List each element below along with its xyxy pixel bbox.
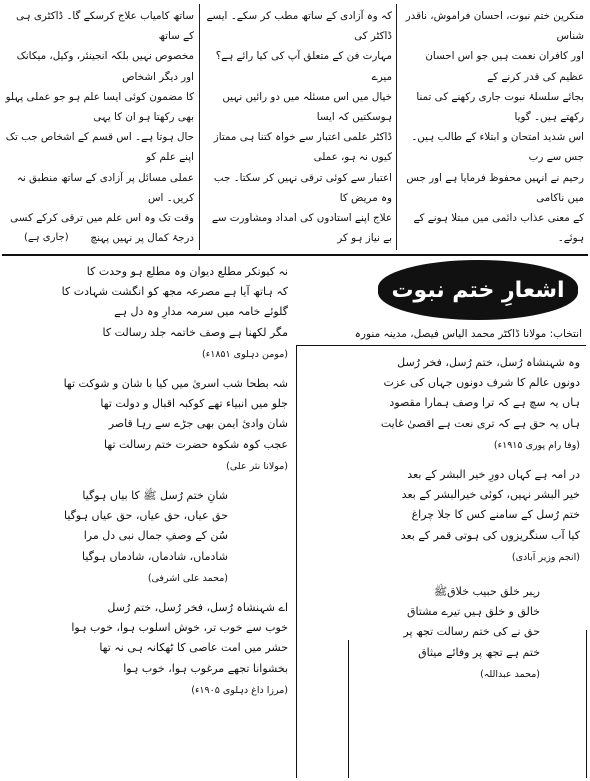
text-line — [4, 248, 194, 250]
article-column-right — [402, 6, 584, 250]
poet-attribution: (محمد عبداللہ) — [480, 668, 540, 680]
text-line: مہارت فن کے متعلق آپ کی کیا رائے ہے؟ میرے — [215, 50, 392, 83]
section-divider — [2, 254, 588, 256]
text-line: اس شدید امتحان و ابتلاء کے طالب ہیں۔ جس سے رب — [411, 131, 584, 164]
verse-line: رہبر خلق حبیب خلاقﷺ — [433, 585, 540, 599]
text-line: مخصوص نہیں بلکہ انجینئر، وکیل، میکانک اور دیگر اشخاص — [16, 50, 194, 83]
verse-line: گلوئے خامہ میں سرمہ مدارِ وہ دل ہے — [114, 305, 288, 319]
poem-box-border — [296, 346, 297, 778]
poem — [8, 262, 288, 365]
verse-line: اے شہنشاہ رُسل، فخر رُسل، ختم رُسل — [107, 601, 288, 615]
text-line — [204, 248, 392, 250]
verse-line: خالق و خلق ہیں تیرے مشتاق — [406, 605, 540, 619]
poem — [306, 353, 580, 456]
verse-line: ہاں یہ حق ہے کہ تری نعت ہے اقصیٰ غایت — [380, 416, 580, 430]
article-column-left — [4, 6, 194, 250]
verse-line: ختم رُسل کے سامنے کس کا جلا چراغ — [411, 508, 580, 522]
verse-line: خوب سے خوب تر، خوش اسلوب ہوا، خوب ہوا — [71, 621, 288, 635]
text-line: کے معنی عذاب دائمی میں مبتلا ہونے کے ہوئے۔ — [413, 212, 584, 245]
verse-line: حق نے کی ختم رسالت تجھ پر — [403, 625, 540, 639]
poet-attribution: (وفا رام پوری ۱۹۱۵ء) — [493, 439, 580, 451]
poet-attribution: (مرزا داغ دہلوی ۱۹۰۵ء) — [191, 684, 288, 696]
verse-line: حشر میں امت عاصی کا ٹھکانہ ہی نہ تھا — [99, 641, 288, 655]
text-line: بجائے سلسلۂ نبوت جاری رکھنے کی تمنا رکھتے ہیں۔ گویا — [416, 90, 584, 124]
verse-line: نہ کیونکر مطلع دیوان وہ مطلع ہو وحدت کا — [86, 265, 288, 278]
section-title: اشعارِ ختم نبوت — [391, 277, 565, 303]
verse-line: حق عیاں، حق عیاں، حق عیاں ہوگیا — [64, 509, 228, 523]
poem — [306, 465, 580, 568]
poem-box-border-outer — [586, 630, 587, 778]
poems-left — [8, 262, 288, 710]
verse-line: ہاں یہ سچ ہے کہ ترا وصف ہمارا مقصود — [389, 396, 580, 410]
verse-line: وہ شہنشاہ رُسل، ختم رُسل، فخر رُسل — [397, 356, 580, 369]
text-line: علاج اپنے استادوں کی امداد ومشاورت سے بے نیاز ہو کر — [211, 212, 392, 245]
text-line: کہ وہ آزادی کے ساتھ مطب کر سکے۔ ایسے ڈاکٹر کی — [206, 10, 392, 43]
poet-attribution: (محمد علی اشرفی) — [147, 572, 228, 584]
byline: انتخاب: مولانا ڈاکٹر محمد الیاس فیصل، مدینہ منورہ — [354, 328, 582, 340]
byline-divider — [296, 345, 586, 346]
verse-line: خیر البشر نہیں، کوئی خیرالبشر کے بعد — [401, 488, 580, 502]
poem — [8, 486, 288, 589]
text-line: اعتبار سے کوئی ترقی نہیں کر سکتا۔ جب وہ مریض کا — [213, 171, 392, 204]
poet-attribution: (مومن دہلوی ۱۸۵۱ء) — [202, 348, 288, 360]
quote-line — [402, 248, 584, 250]
poet-attribution: (مولانا نثر علی) — [226, 460, 288, 472]
text-line: حال ہوتا ہے۔ اس قسم کے اشخاص جب تک اپنے علم کو — [5, 131, 194, 164]
text-line: عملی مسائل پر آزادی کے ساتھ منطبق نہ کریں۔ اس — [16, 171, 194, 204]
text-line: منکرین ختم نبوت، احسان فراموش، ناقدر شناس — [405, 10, 584, 43]
text-line: ڈاکٹر علمی اعتبار سے خواہ کتنا ہی ممتاز کیوں نہ ہو، عملی — [213, 131, 392, 164]
text-line: ساتھ کامیاب علاج کرسکے گا۔ ڈاکٹری ہی کے ساتھ — [15, 10, 194, 43]
verse-line: جلو میں انبیاء تھے کوکبہ اقبال و دولت تھا — [100, 397, 288, 411]
verse-line: سُن کے وصفِ جمال نبی دل مرا — [83, 529, 228, 543]
text-line: وقت تک وہ اس علم میں ترقی کرکے کسی درجۂ کمال پر نہیں پہنچ — [10, 212, 194, 245]
text-line: خیال میں اس مسئلہ میں دو رائیں نہیں ہوسکتیں کہ ایسا — [222, 90, 392, 124]
top-article — [0, 0, 590, 253]
text-line: اور کافران نعمت ہیں جو اس احسان عظیم کی قدر کرنے کے — [425, 50, 584, 83]
verse-line: شانِ ختم رُسل ﷺ کا بیاں ہوگیا — [82, 489, 228, 503]
verse-line: ختم ہے تجھ پر وفائے میثاق — [418, 645, 540, 659]
poem — [306, 582, 580, 685]
verse-line: شہ بطحا شب اسریٰ میں کیا با شان و شوکت تھا — [63, 377, 288, 391]
verse-line: بخشوانا تجھے مرغوب ہوا، خوب ہوا — [123, 661, 288, 675]
verse-line: کہ ہاتھ آیا ہے مصرعہ مجھ کو انگشت شہادت کا — [61, 285, 288, 299]
text-line: کا مضمون کوئی ایسا علم ہو جو عملی پہلو بھی رکھتا ہو ان کا یہی — [5, 90, 194, 124]
verse-line: عجب کوہ شکوہ حضرت ختم رسالت تھا — [104, 437, 288, 451]
verse-line: کیا آب سنگریزوں کی ہوتی قمر کے بعد — [400, 528, 580, 542]
poem — [8, 374, 288, 477]
poet-attribution: (انجم وزیر آبادی) — [511, 551, 580, 563]
verse-line: دونوں عالم کا شرف دونوں جہاں کی عزت — [383, 376, 580, 390]
verse-line: در امہ ہے کہاں دورِ خیر البشر کے بعد — [407, 468, 580, 482]
verse-line: شان وادیٔ ایمن بھی جڑے سے رہا قاصر — [108, 417, 288, 431]
poems-right — [306, 353, 580, 694]
column-divider — [396, 4, 397, 250]
poem — [8, 598, 288, 701]
verse-line: مگر لکھنا ہے وصف خاتمہ جلد رسالت کا — [102, 325, 288, 339]
text-line: رحیم نے انہیں محفوظ فرمایا ہے اور جس میں ناکامی — [406, 171, 584, 204]
verse-line: شادماں، شادماں، شادماں ہوگیا — [82, 549, 228, 563]
article-column-middle — [204, 6, 392, 250]
column-divider — [199, 4, 200, 250]
section-title-banner — [378, 260, 578, 320]
continued-note: (جاری ہے) — [24, 232, 69, 243]
